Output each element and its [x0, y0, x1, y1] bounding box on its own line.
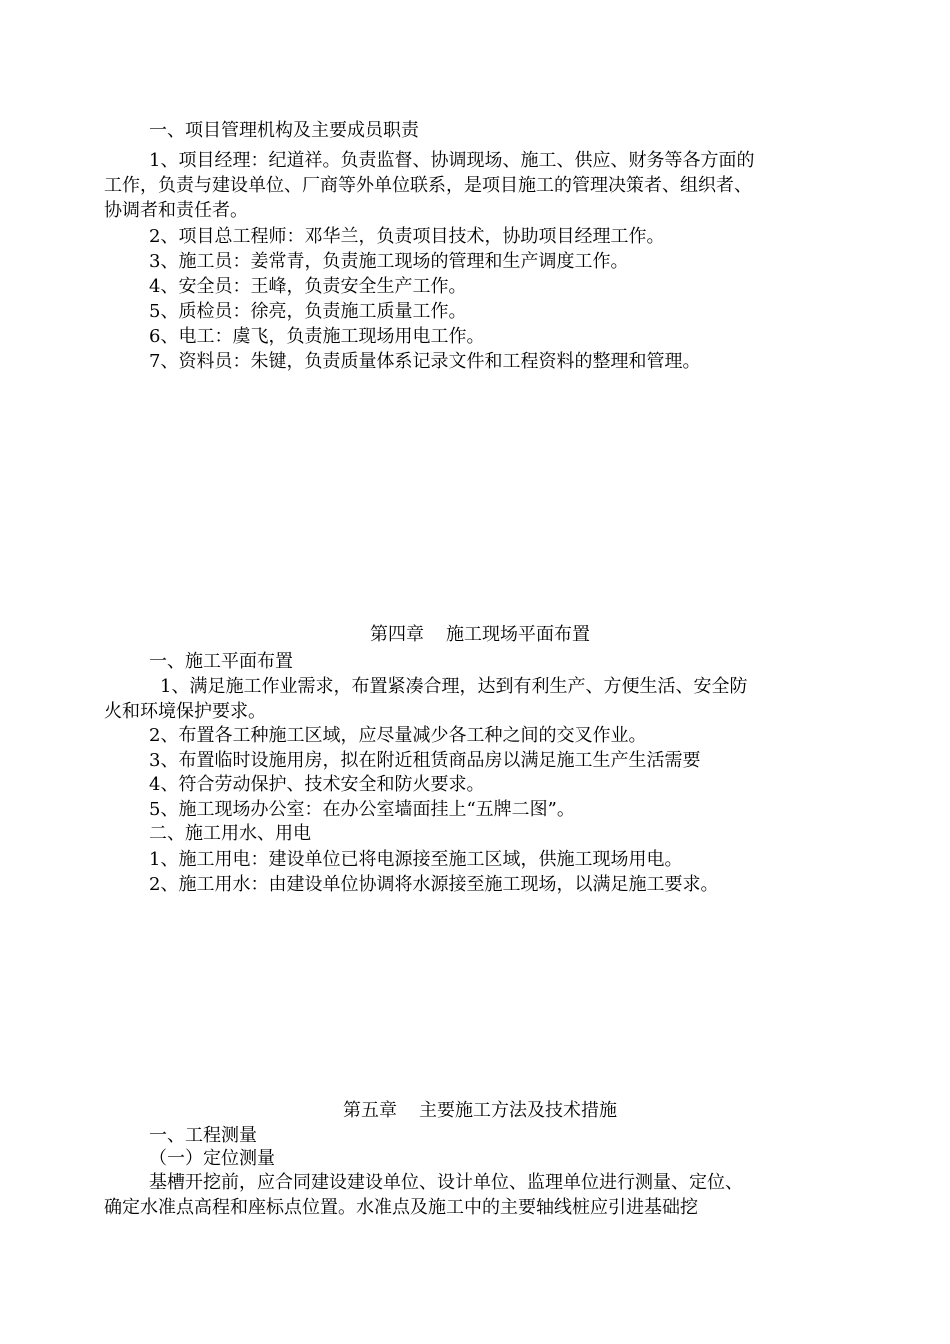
- paragraph-line: 4、符合劳动保护、技术安全和防火要求。: [149, 774, 485, 795]
- subsection-title: （一）定位测量: [149, 1148, 275, 1169]
- paragraph-line: 协调者和责任者。: [104, 200, 248, 221]
- paragraph-line: 4、安全员：王峰，负责安全生产工作。: [149, 276, 467, 297]
- chapter-heading: [104, 1098, 856, 1123]
- chapter-heading: [104, 622, 856, 647]
- paragraph-line: 火和环境保护要求。: [104, 701, 266, 722]
- paragraph-line: 3、布置临时设施用房，拟在附近租赁商品房以满足施工生产生活需要: [149, 750, 701, 771]
- paragraph-line: 1、项目经理：纪道祥。负责监督、协调现场、施工、供应、财务等各方面的: [149, 150, 755, 171]
- paragraph-line: 2、项目总工程师：邓华兰，负责项目技术，协助项目经理工作。: [149, 226, 665, 247]
- section-title: 一、工程测量: [149, 1125, 257, 1146]
- paragraph-line: 5、质检员：徐亮，负责施工质量工作。: [149, 301, 467, 322]
- chapter-number: 第四章: [370, 624, 424, 645]
- paragraph-line: 3、施工员：姜常青，负责施工现场的管理和生产调度工作。: [149, 251, 629, 272]
- paragraph-line: 1、满足施工作业需求，布置紧凑合理，达到有利生产、方便生活、安全防: [160, 676, 748, 697]
- paragraph-line: 5、施工现场办公室：在办公室墙面挂上“五牌二图”。: [149, 799, 575, 820]
- chapter-title: 主要施工方法及技术措施: [419, 1100, 617, 1121]
- section-title: 二、施工用水、用电: [149, 823, 311, 844]
- paragraph-line: 7、资料员：朱键，负责质量体系记录文件和工程资料的整理和管理。: [149, 351, 701, 372]
- paragraph-line: 工作，负责与建设单位、厂商等外单位联系，是项目施工的管理决策者、组织者、: [104, 175, 752, 196]
- chapter-title: 施工现场平面布置: [446, 624, 590, 645]
- paragraph-line: 2、布置各工种施工区域，应尽量减少各工种之间的交叉作业。: [149, 725, 647, 746]
- paragraph-line: 2、施工用水：由建设单位协调将水源接至施工现场，以满足施工要求。: [149, 874, 719, 895]
- section-title: 一、施工平面布置: [149, 651, 293, 672]
- paragraph-line: 6、电工：虞飞，负责施工现场用电工作。: [149, 326, 485, 347]
- section-title: 一、项目管理机构及主要成员职责: [149, 120, 419, 141]
- paragraph-line: 确定水准点高程和座标点位置。水准点及施工中的主要轴线桩应引进基础挖: [104, 1197, 698, 1218]
- paragraph-line: 基槽开挖前，应合同建设建设单位、设计单位、监理单位进行测量、定位、: [149, 1172, 743, 1193]
- chapter-number: 第五章: [343, 1100, 397, 1121]
- paragraph-line: 1、施工用电：建设单位已将电源接至施工区域，供施工现场用电。: [149, 849, 683, 870]
